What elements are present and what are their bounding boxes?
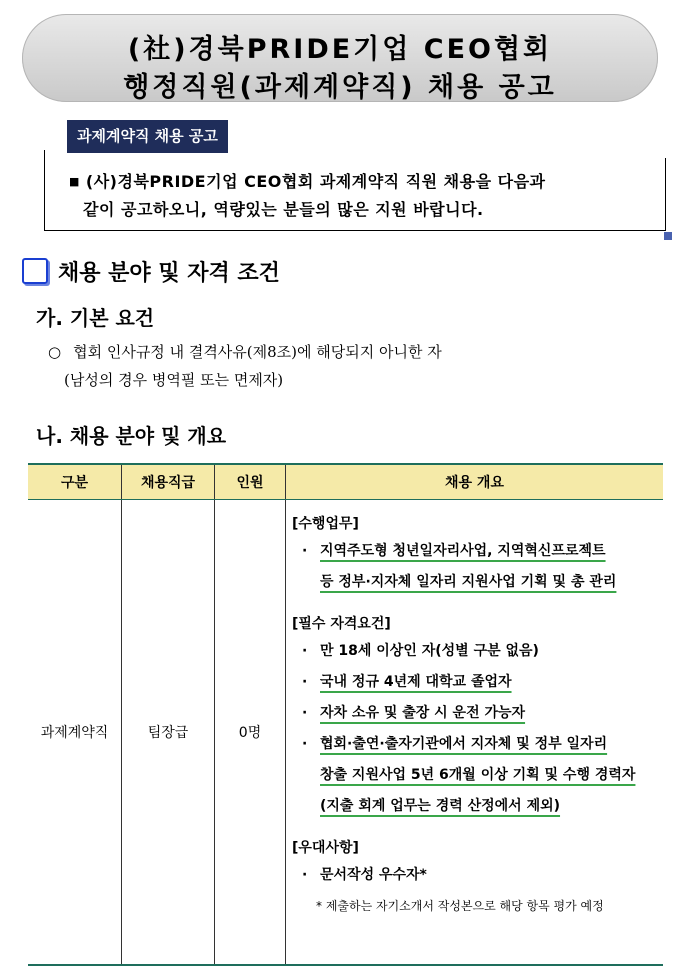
cell-category: 과제계약직 <box>28 500 122 966</box>
duties-title: [수행업무] <box>292 516 359 532</box>
checkbox-square-icon <box>22 258 48 284</box>
required-item: · 자차 소유 및 출장 시 운전 가능자 <box>302 705 526 721</box>
notice-box <box>44 158 666 231</box>
notice-line1: ■ (사)경북PRIDE기업 CEO협회 과제계약직 직원 채용을 다음과 <box>69 172 546 191</box>
banner-title-line1: (社)경북PRIDE기업 CEO협회 <box>127 34 553 65</box>
required-title: [필수 자격요건] <box>292 616 391 632</box>
preferred-note: * 제출하는 자기소개서 작성본으로 해당 항목 평가 예정 <box>316 899 604 913</box>
required-item: · 협회·출연·출자기관에서 지자체 및 정부 일자리 창출 지원사업 5년 6개월 이상 기획 및 수행 경력자 (지출 회계 업무는 경력 산정에서 제외) <box>302 736 636 814</box>
title-banner <box>22 14 658 102</box>
section-heading: 채용 분야 및 자격 조건 <box>22 256 280 287</box>
basic-requirement-text: ○ 협회 인사규정 내 결격사유(제8조)에 해당되지 아니한 자 (남성의 경우 병역필 또는 면제자) <box>48 343 442 389</box>
table-row <box>28 500 663 966</box>
subsection-recruit-overview: 나. 채용 분야 및 개요 <box>36 424 227 448</box>
corner-mark <box>664 232 672 240</box>
cell-grade: 팀장급 <box>122 500 215 966</box>
recruit-table <box>28 463 663 966</box>
preferred-title: [우대사항] <box>292 840 359 856</box>
cell-overview <box>286 500 664 966</box>
preferred-item: · 문서작성 우수자* <box>302 867 427 883</box>
circle-bullet-icon: ○ <box>48 343 62 361</box>
header-category: 구분 <box>28 464 122 500</box>
header-count: 인원 <box>215 464 286 500</box>
required-item: · 만 18세 이상인 자(성별 구분 없음) <box>302 643 539 659</box>
header-grade: 채용직급 <box>122 464 215 500</box>
notice-tag: 과제계약직 채용 공고 <box>67 120 228 153</box>
subsection-basic-requirements: 가. 기본 요건 <box>36 306 155 330</box>
cell-count: 0명 <box>215 500 286 966</box>
square-bullet-icon: ■ <box>69 175 80 188</box>
banner-title-line2: 행정직원(과제계약직) 채용 공고 <box>123 72 557 103</box>
notice-line2: 같이 공고하오니, 역량있는 분들의 많은 지원 바랍니다. <box>83 200 484 219</box>
required-item: · 국내 정규 4년제 대학교 졸업자 <box>302 674 512 690</box>
duty-item: · 지역주도형 청년일자리사업, 지역혁신프로젝트 등 정부·지자체 일자리 지원사업 기획 및 총 관리 <box>302 543 617 590</box>
header-overview: 채용 개요 <box>286 464 664 500</box>
